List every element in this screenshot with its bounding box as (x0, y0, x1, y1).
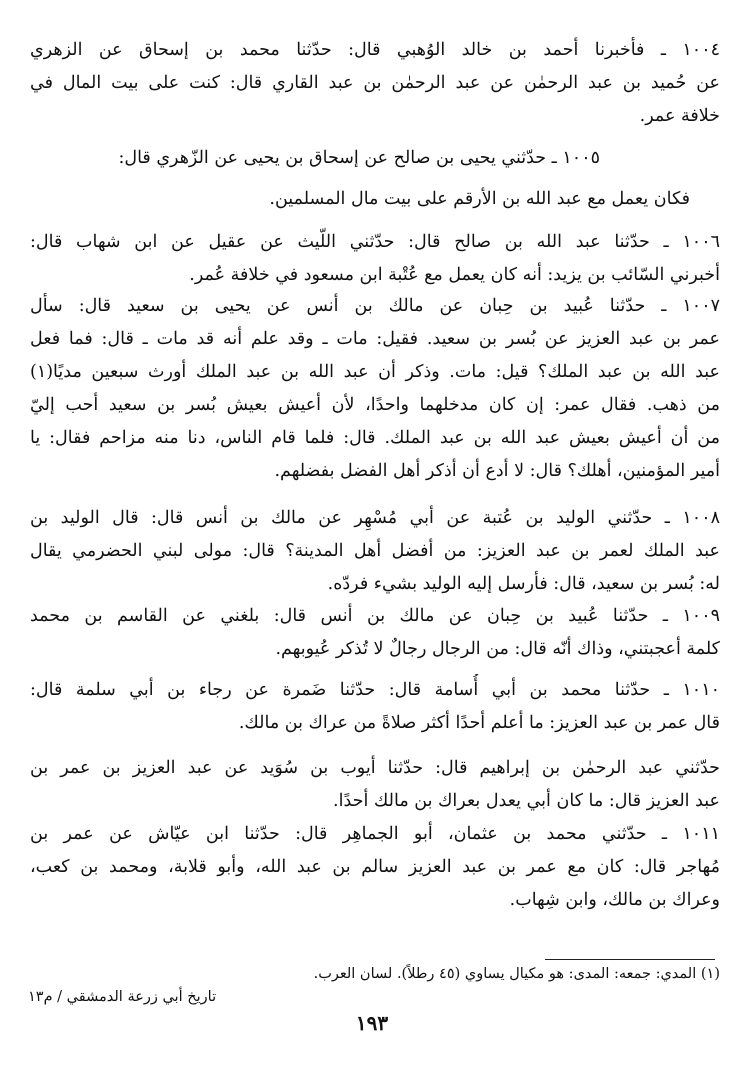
text-line: ١٠١١ ـ حدّثني محمد بن عثمان، أبو الجماهِر قال: حدّثنا ابن عيّاش عن عمر بن (30, 824, 720, 844)
text-line: ١٠٠٥ ـ حدّثني يحيى بن صالح عن إسحاق بن يحيى عن الزّهري قال: (118, 148, 600, 168)
text-line: من ذهب. فقال عمر: إن كان مدخلهما واحدًا، لأن أعيش بعيش بُسر بن سعيد أحب إليّ (30, 395, 720, 415)
footnote: (١) المدي: جمعه: المدى: هو مكيال يساوي (٤٥ رطلاً). لسان العرب. (313, 966, 720, 982)
text-line: ١٠٠٩ ـ حدّثنا عُبيد بن حِبان عن مالك بن أنس قال: بلغني عن القاسم بن محمد (30, 606, 720, 626)
text-line: عبد الملك لعمر بن عبد العزيز: من أفضل أهل المدينة؟ قال: مولى لبني الحضرمي يقال (30, 541, 720, 561)
text-line: عمر بن عبد العزيز عن بُسر بن سعيد. فقيل: مات ـ وقد علم أنه قد مات ـ قال: فما فعل (30, 329, 720, 349)
text-line: ١٠٠٤ ـ فأخبرنا أحمد بن خالد الوُهبي قال: حدّثنا محمد بن إسحاق عن الزهري (30, 40, 720, 60)
entry-1010 (30, 674, 720, 740)
text-line: له: بُسر بن سعيد، قال: فأرسل إليه الوليد بشيء فردّه. (327, 574, 720, 594)
text-line: عن حُميد بن عبد الرحمٰن عن عبد الرحمٰن بن عبد القاري قال: كنت على بيت المال في (30, 73, 720, 93)
book-source-label: تاريخ أبي زرعة الدمشقي / م١٣ (28, 989, 217, 1005)
text-line: ١٠١٠ ـ حدّثنا محمد بن أبي أُسامة قال: حدّثنا ضَمرة عن رجاء بن أبي سلمة قال: (30, 680, 720, 700)
text-line: كلمة أعجبتني، وذاك أنّه قال: من الرجال رجالٌ لا تُذكر عُيوبهم. (275, 639, 720, 659)
text-line: وعراك بن مالك، وابن شِهاب. (509, 890, 720, 910)
text-line: فكان يعمل مع عبد الله بن الأرقم على بيت مال المسلمين. (269, 189, 690, 209)
text-line: أخبرني السّائب بن يزيد: أنه كان يعمل مع عُتْبة ابن مسعود في خلافة عُمر. (189, 265, 720, 285)
entry-1009 (30, 600, 720, 666)
entry-1011 (30, 818, 720, 917)
text-line: مُهاجر قال: كان مع عمر بن عبد العزيز سالم بن عبد الله، وأبو قلابة، ومحمد بن كعب، (30, 857, 720, 877)
text-line: ١٠٠٨ ـ حدّثني الوليد بن عُتبة عن أبي مُسْهِر عن مالك بن أنس قال: قال الوليد بن (30, 508, 720, 528)
text-line: حدّثني عبد الرحمٰن بن إبراهيم قال: حدّثنا أيوب بن سُوَيد عن عبد العزيز بن عمر بن (30, 758, 720, 778)
text-line: عبد الله بن عبد الملك؟ قيل: مات. وذكر أن عبد الله بن عبد الملك أورث سبعين مديًا(١) (30, 362, 720, 382)
entry-1008 (30, 502, 720, 601)
text-line: قال عمر بن عبد العزيز: ما أعلم أحدًا أكثر صلاةً من عراك بن مالك. (238, 713, 720, 733)
entry-1004 (30, 34, 720, 133)
text-line: عبد العزيز قال: ما كان أبي يعدل بعراك بن مالك أحدًا. (333, 791, 720, 811)
text-line: أمير المؤمنين، أهلك؟ قال: لا أدع أن أذكر أهل الفضل بفضلهم. (274, 461, 720, 481)
entry-1006 (30, 226, 720, 292)
entry-1007 (30, 290, 720, 488)
text-line: من أن أعيش بعيش عبد الله بن عبد الملك. قال: فلما قام الناس، دنا منه مزاحم فقال: يا (30, 428, 720, 448)
page-number: ١٩٣ (355, 1011, 389, 1035)
text-line: ١٠٠٧ ـ حدّثنا عُبيد بن حِبان عن مالك بن أنس عن يحيى بن سعيد قال: سأل (30, 296, 720, 316)
entry-unnumbered (30, 752, 720, 818)
text-line: خلافة عمر. (639, 106, 720, 126)
text-line: ١٠٠٦ ـ حدّثنا عبد الله بن صالح قال: حدّثني اللّيث عن عقيل عن ابن شهاب قال: (30, 232, 720, 252)
entry-1005 (30, 142, 720, 216)
footnote-divider (545, 959, 715, 960)
